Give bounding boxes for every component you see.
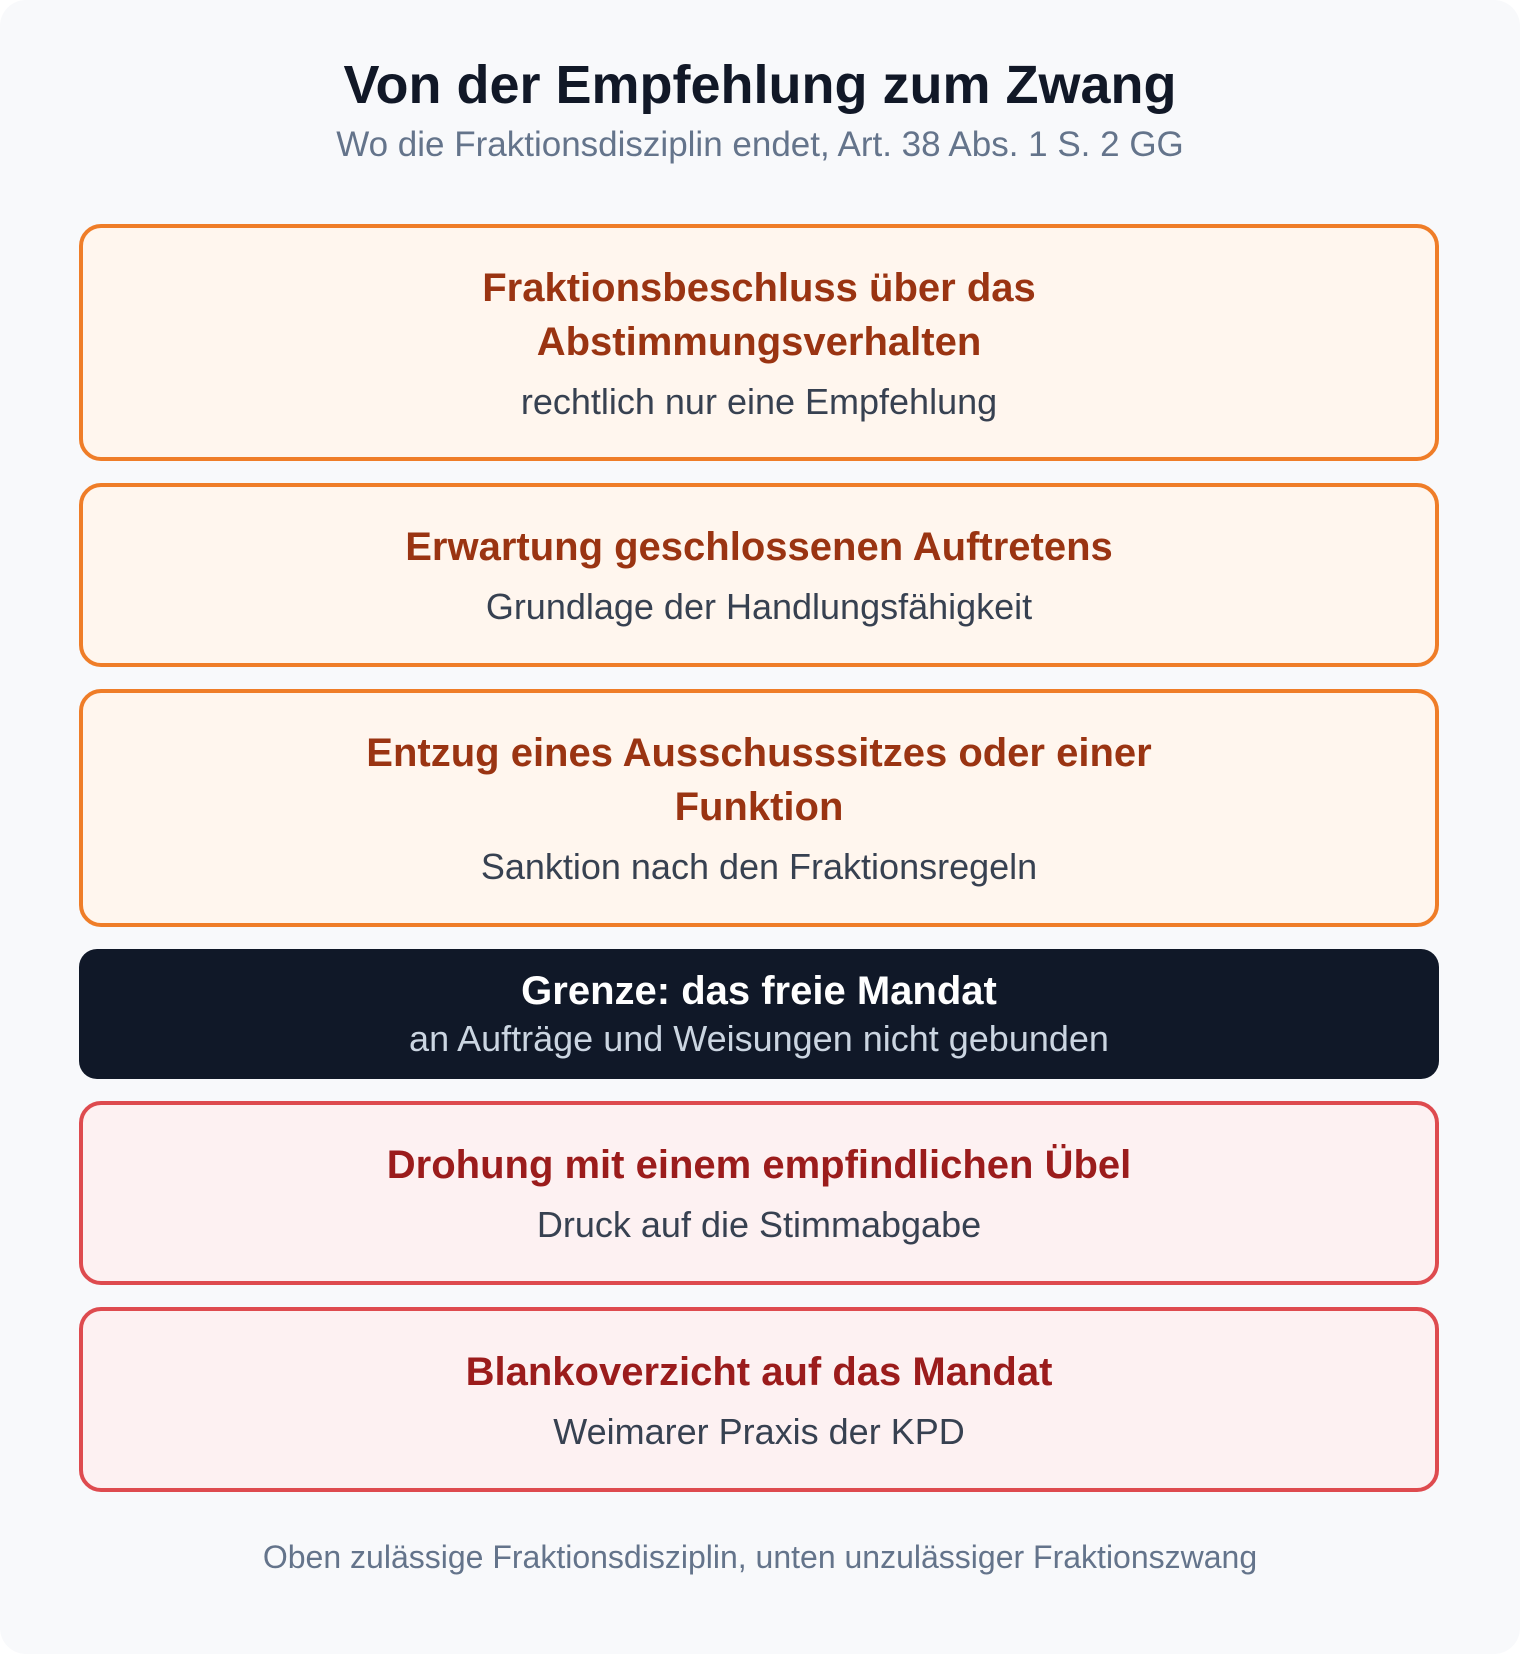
step-title: Entzug eines Ausschusssitzes oder einer Funktion [366, 731, 1152, 829]
step-subtitle: Grundlage der Handlungsfähigkeit [485, 586, 1033, 627]
step-title: Fraktionsbeschluss über das Abstimmungsverhalten [482, 265, 1036, 364]
step-subtitle: Sanktion nach den Fraktionsregeln [480, 846, 1038, 887]
limit-title: Grenze: das freie Mandat [521, 969, 997, 1013]
step-title: Drohung mit einem empfindlichen Übel [386, 1143, 1132, 1187]
step-subtitle: Druck auf die Stimmabgabe [536, 1204, 982, 1245]
limit-subtitle: an Aufträge und Weisungen nicht gebunden [409, 1018, 1109, 1059]
step-box-fraktionsbeschluss [79, 224, 1439, 461]
step-title: Blankoverzicht auf das Mandat [465, 1349, 1053, 1394]
diagram-title: Von der Empfehlung zum Zwang [343, 55, 1177, 115]
limit-box-freies-mandat [79, 949, 1439, 1079]
step-box-erwartung [79, 483, 1439, 667]
step-box-drohung [79, 1101, 1439, 1285]
step-box-entzug [79, 689, 1439, 927]
diagram-footer-note: Oben zulässige Fraktionsdisziplin, unten unzulässiger Fraktionszwang [262, 1539, 1258, 1575]
step-box-blankoverzicht [79, 1307, 1439, 1492]
step-title: Erwartung geschlossenen Auftretens [405, 525, 1113, 569]
diagram-subtitle: Wo die Fraktionsdisziplin endet, Art. 38 Abs. 1 S. 2 GG [336, 125, 1184, 164]
step-subtitle: Weimarer Praxis der KPD [553, 1410, 965, 1452]
step-subtitle: rechtlich nur eine Empfehlung [520, 380, 998, 422]
